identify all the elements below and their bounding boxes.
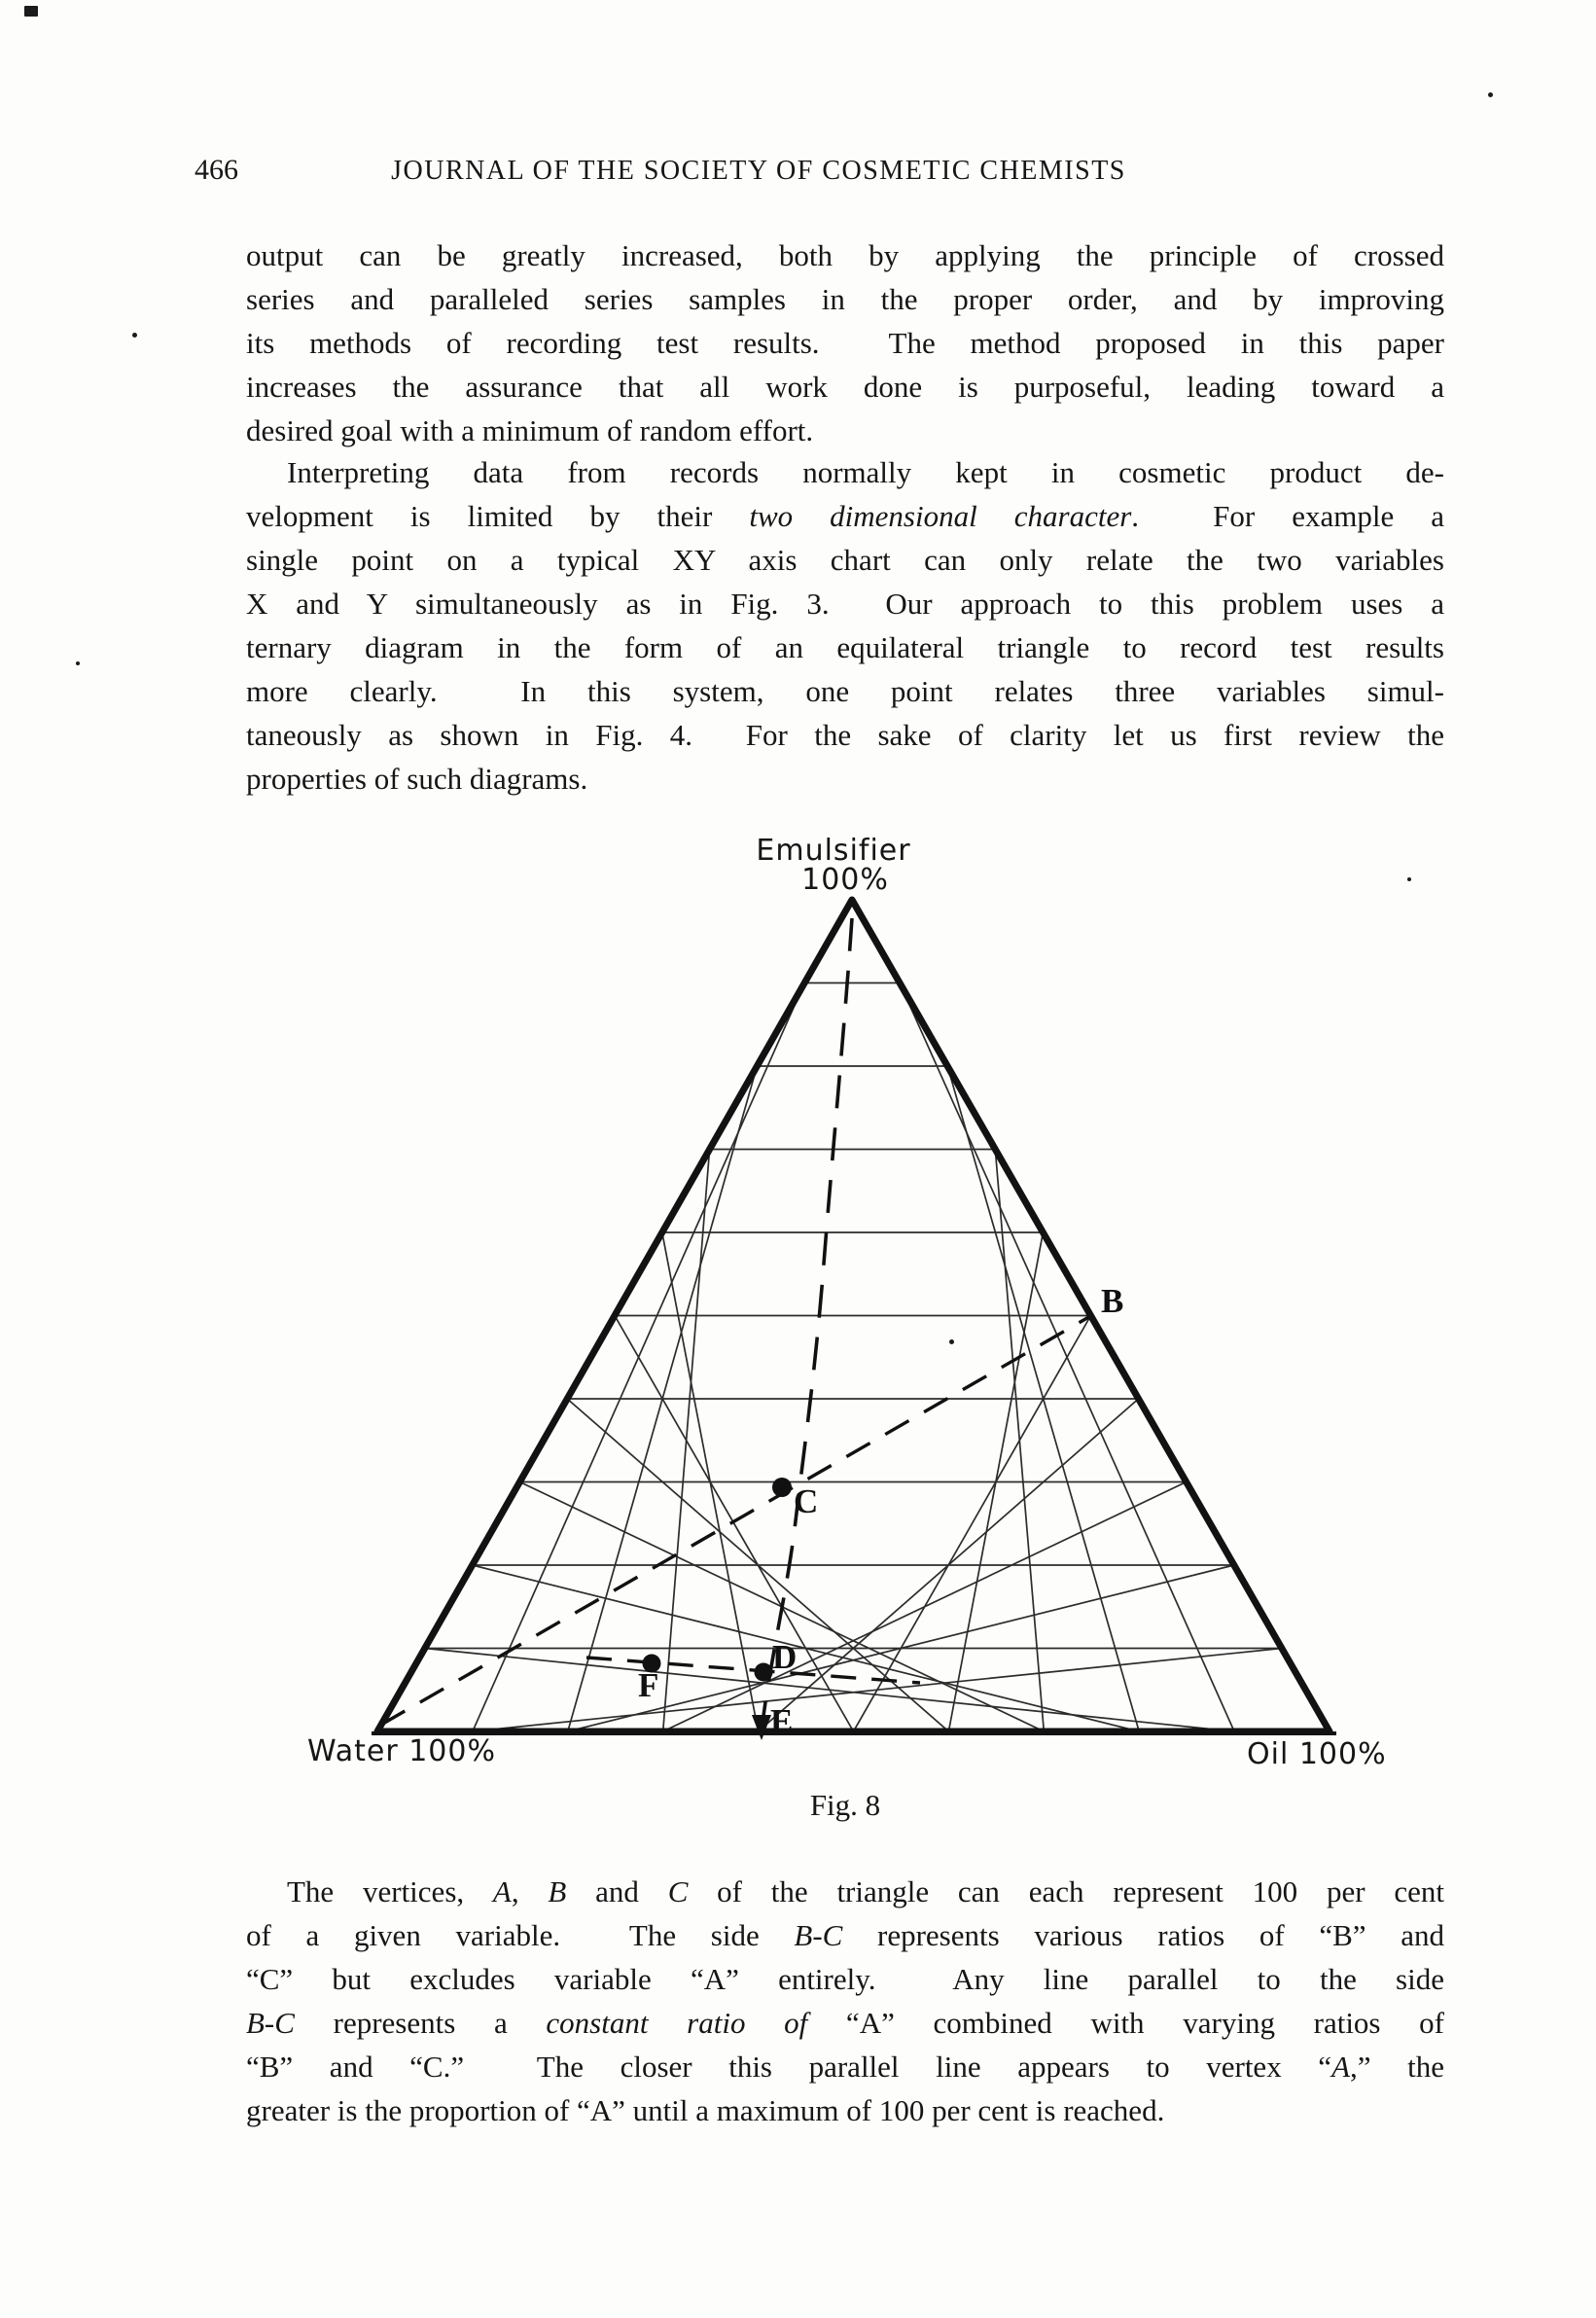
page-number: 466 <box>195 154 238 186</box>
text-line: more clearly. In this system, one point relates three variables simul- <box>246 674 1444 708</box>
text-line: properties of such diagrams. <box>246 762 588 796</box>
point-D-dot <box>755 1663 773 1682</box>
text-line: B-C represents a constant ratio of “A” combined with varying ratios of <box>246 2006 1445 2040</box>
label-water-100: Water 100% <box>307 1734 496 1768</box>
text-line: greater is the proportion of “A” until a maximum of 100 per cent is reached. <box>246 2093 1165 2127</box>
text-line: desired goal with a minimum of random effort. <box>246 413 814 447</box>
figure-8-ternary-diagram <box>272 829 1439 1787</box>
paragraph-2 <box>246 450 1444 801</box>
text-line: “B” and “C.” The closer this parallel line appears to vertex “A,” the <box>246 2050 1444 2084</box>
label-emulsifier: Emulsifier <box>756 834 911 868</box>
scan-speck <box>1488 92 1493 97</box>
text-line: Interpreting data from records normally kept in cosmetic product de- <box>287 455 1444 489</box>
text-line: velopment is limited by their two dimensional character. For example a <box>246 499 1444 533</box>
figure-caption: Fig. 8 <box>809 1788 881 1822</box>
text-line: output can be greatly increased, both by applying the principle of crossed <box>246 238 1444 272</box>
text-line: X and Y simultaneously as in Fig. 3. Our approach to this problem uses a <box>246 587 1444 621</box>
text-line: of a given variable. The side B-C represents various ratios of “B” and <box>246 1918 1444 1952</box>
label-emulsifier-100: 100% <box>801 863 889 897</box>
scan-speck <box>24 6 38 17</box>
text-line: “C” but excludes variable “A” entirely. Any line parallel to the side <box>246 1962 1444 1996</box>
journal-title: JOURNAL OF THE SOCIETY OF COSMETIC CHEMISTS <box>391 156 1126 186</box>
ternary-grid-lines <box>425 983 1282 1732</box>
ternary-diagram-svg <box>272 829 1439 1787</box>
paragraph-3 <box>246 1870 1444 2132</box>
text-line: increases the assurance that all work done is purposeful, leading toward a <box>246 370 1444 404</box>
text-line: taneously as shown in Fig. 4. For the sake of clarity let us first review the <box>246 718 1444 752</box>
label-oil-100: Oil 100% <box>1247 1737 1387 1771</box>
label-point-E: E <box>770 1702 794 1740</box>
text-line: The vertices, A, B and C of the triangle can each represent 100 per cent <box>287 1874 1444 1908</box>
label-point-C: C <box>794 1482 819 1520</box>
text-line: its methods of recording test results. The method proposed in this paper <box>246 326 1444 360</box>
paragraph-1 <box>246 233 1444 452</box>
text-line: ternary diagram in the form of an equilateral triangle to record test results <box>246 630 1444 664</box>
arrowhead-at-E-icon <box>752 1715 771 1740</box>
label-point-F: F <box>638 1666 659 1704</box>
text-line: series and paralleled series samples in the proper order, and by improving <box>246 282 1444 316</box>
label-point-B: B <box>1101 1282 1124 1320</box>
point-C-dot <box>772 1478 792 1497</box>
label-point-D: D <box>772 1638 798 1676</box>
scan-speck <box>132 333 137 338</box>
scan-speck <box>76 661 80 665</box>
text-line: single point on a typical XY axis chart can only relate the two variables <box>246 543 1444 577</box>
dashed-line-watervertex-to-B <box>381 1315 1092 1725</box>
